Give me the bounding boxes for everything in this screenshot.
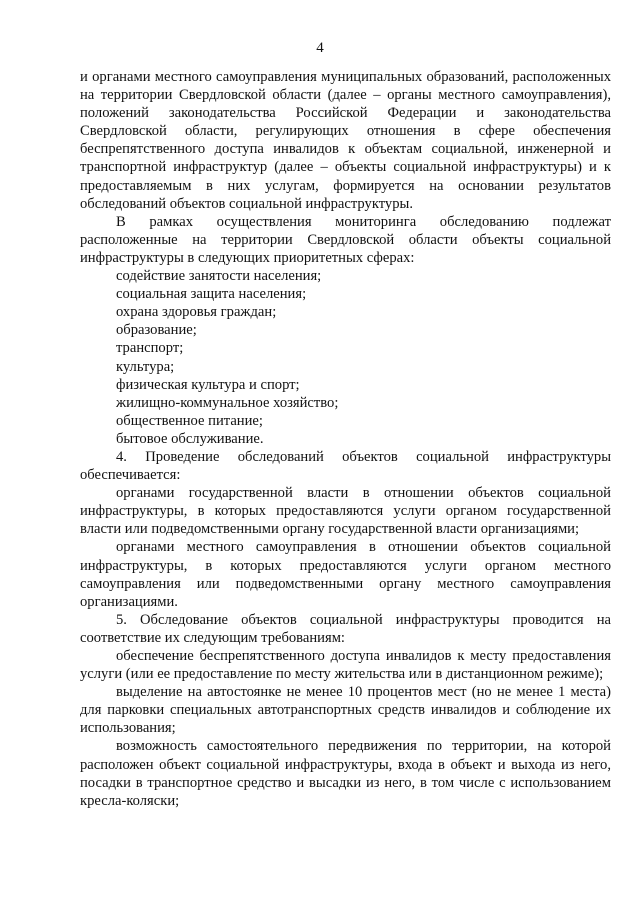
list-item: культура; — [116, 358, 175, 375]
section-4-intro: 4. Проведение обследований объектов социальной инфраструктуры обеспечивается: — [80, 448, 611, 484]
spheres-list — [80, 267, 611, 448]
section-5-item: обеспечение беспрепятственного доступа инвалидов к месту предоставления услуги (или ее предоставление по месту жительства или в дистанционном режиме); — [80, 648, 611, 683]
paragraph-continuation: и органами местного самоуправления муниципальных образований, расположенных на территории Свердловской области (далее – органы местного самоуправления), положений законодательства Российской Федерации и законодательства Свердловской области, регулирующих отношения в сфере обеспечения беспрепятственного доступа инвалидов к объектам социальной, инженерной и транспортной инфраструктур (далее – объекты социальной инфраструктуры) и к предоставляемым в них услугам, формируется на основании результатов обследований объектов социальной инфраструктуры. — [80, 69, 611, 212]
section-4-item: органами местного самоуправления в отношении объектов социальной инфраструктуры, в которых предоставляются услуги органом местного самоуправления или подведомственными органу местного самоуправления организациями. — [80, 539, 611, 610]
page-number: 4 — [316, 40, 324, 56]
section-4-item: органами государственной власти в отношении объектов социальной инфраструктуры, в которых предоставляются услуги органом государственной власти или подведомственными органу государственной власти организациями; — [80, 485, 611, 538]
section-5-item: возможность самостоятельного передвижения по территории, на которой расположен объект социальной инфраструктуры, входа в объект и выхода из него, посадки в транспортное средство и высадки из него, в том числе с использованием кресла-коляски; — [80, 738, 611, 809]
paragraph-monitoring: В рамках осуществления мониторинга обследованию подлежат расположенные на территории Свердловской области объекты социальной инфраструктуры в следующих приоритетных сферах: — [80, 213, 611, 266]
list-item: общественное питание; — [116, 412, 263, 429]
list-item: социальная защита населения; — [116, 286, 307, 303]
section-5-intro: 5. Обследование объектов социальной инфраструктуры проводится на соответствие их следующим требованиям: — [80, 611, 611, 646]
list-item: транспорт; — [116, 340, 184, 357]
list-item: бытовое обслуживание. — [116, 430, 264, 447]
list-item: жилищно-коммунальное хозяйство; — [116, 394, 339, 411]
list-item: физическая культура и спорт; — [116, 376, 300, 393]
document-body — [80, 68, 611, 810]
list-item: содействие занятости населения; — [116, 268, 322, 285]
list-item: образование; — [116, 322, 197, 339]
list-item: охрана здоровья граждан; — [116, 304, 277, 321]
section-5-item: выделение на автостоянке не менее 10 процентов мест (но не менее 1 места) для парковки специальных автотранспортных средств инвалидов и соблюдение их использования; — [80, 684, 611, 737]
